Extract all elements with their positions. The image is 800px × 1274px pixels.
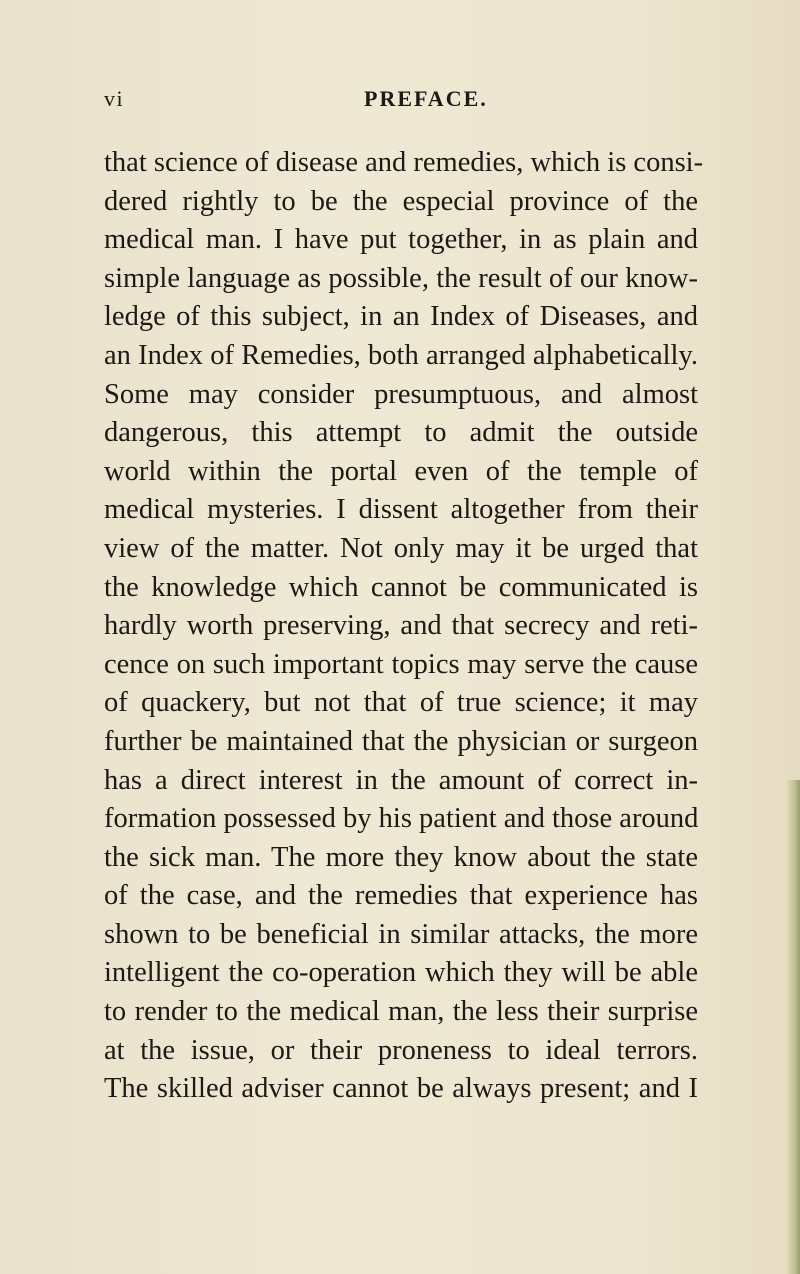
text-line: intelligent the co-operation which they will be able (104, 957, 698, 989)
text-line: at the issue, or their proneness to ideal terrors. (104, 1034, 698, 1066)
page-number: vi (104, 86, 125, 111)
text-line: cence on such important topics may serve the cause (104, 648, 698, 680)
text-line: shown to be beneficial in similar attacks, the more (104, 918, 698, 950)
text-line: formation possessed by his patient and those around (104, 803, 699, 835)
page-edge-stain (786, 780, 800, 1274)
body-paragraph (104, 144, 704, 1109)
text-line: view of the matter. Not only may it be urged that (104, 532, 698, 564)
text-line: the sick man. The more they know about the state (104, 841, 698, 873)
text-line: of quackery, but not that of true science; it may (104, 687, 698, 719)
text-line: has a direct interest in the amount of correct in- (104, 764, 698, 796)
text-line: simple language as possible, the result of our know- (104, 262, 698, 294)
text-line: the knowledge which cannot be communicated is (104, 571, 698, 603)
text-line: Some may consider presumptuous, and almost (104, 378, 698, 410)
text-line: ledge of this subject, in an Index of Diseases, and (104, 301, 698, 333)
running-head (104, 86, 704, 116)
running-title: PREFACE. (364, 86, 488, 111)
text-line: an Index of Remedies, both arranged alphabetically. (104, 339, 698, 371)
text-line: dangerous, this attempt to admit the outside (104, 417, 698, 449)
text-line: further be maintained that the physician or surgeon (104, 725, 698, 757)
text-line: of the case, and the remedies that experience has (104, 880, 698, 912)
text-line: dered rightly to be the especial province of the (104, 185, 698, 217)
text-line: medical mysteries. I dissent altogether from their (104, 494, 698, 526)
text-line: medical man. I have put together, in as plain and (104, 224, 698, 256)
text-line: to render to the medical man, the less their surprise (104, 996, 698, 1028)
text-line: The skilled adviser cannot be always present; and I (104, 1073, 698, 1105)
text-line: world within the portal even of the temple of (104, 455, 698, 487)
text-line: that science of disease and remedies, which is consi- (104, 147, 704, 178)
text-line: hardly worth preserving, and that secrecy and reti- (104, 610, 698, 642)
